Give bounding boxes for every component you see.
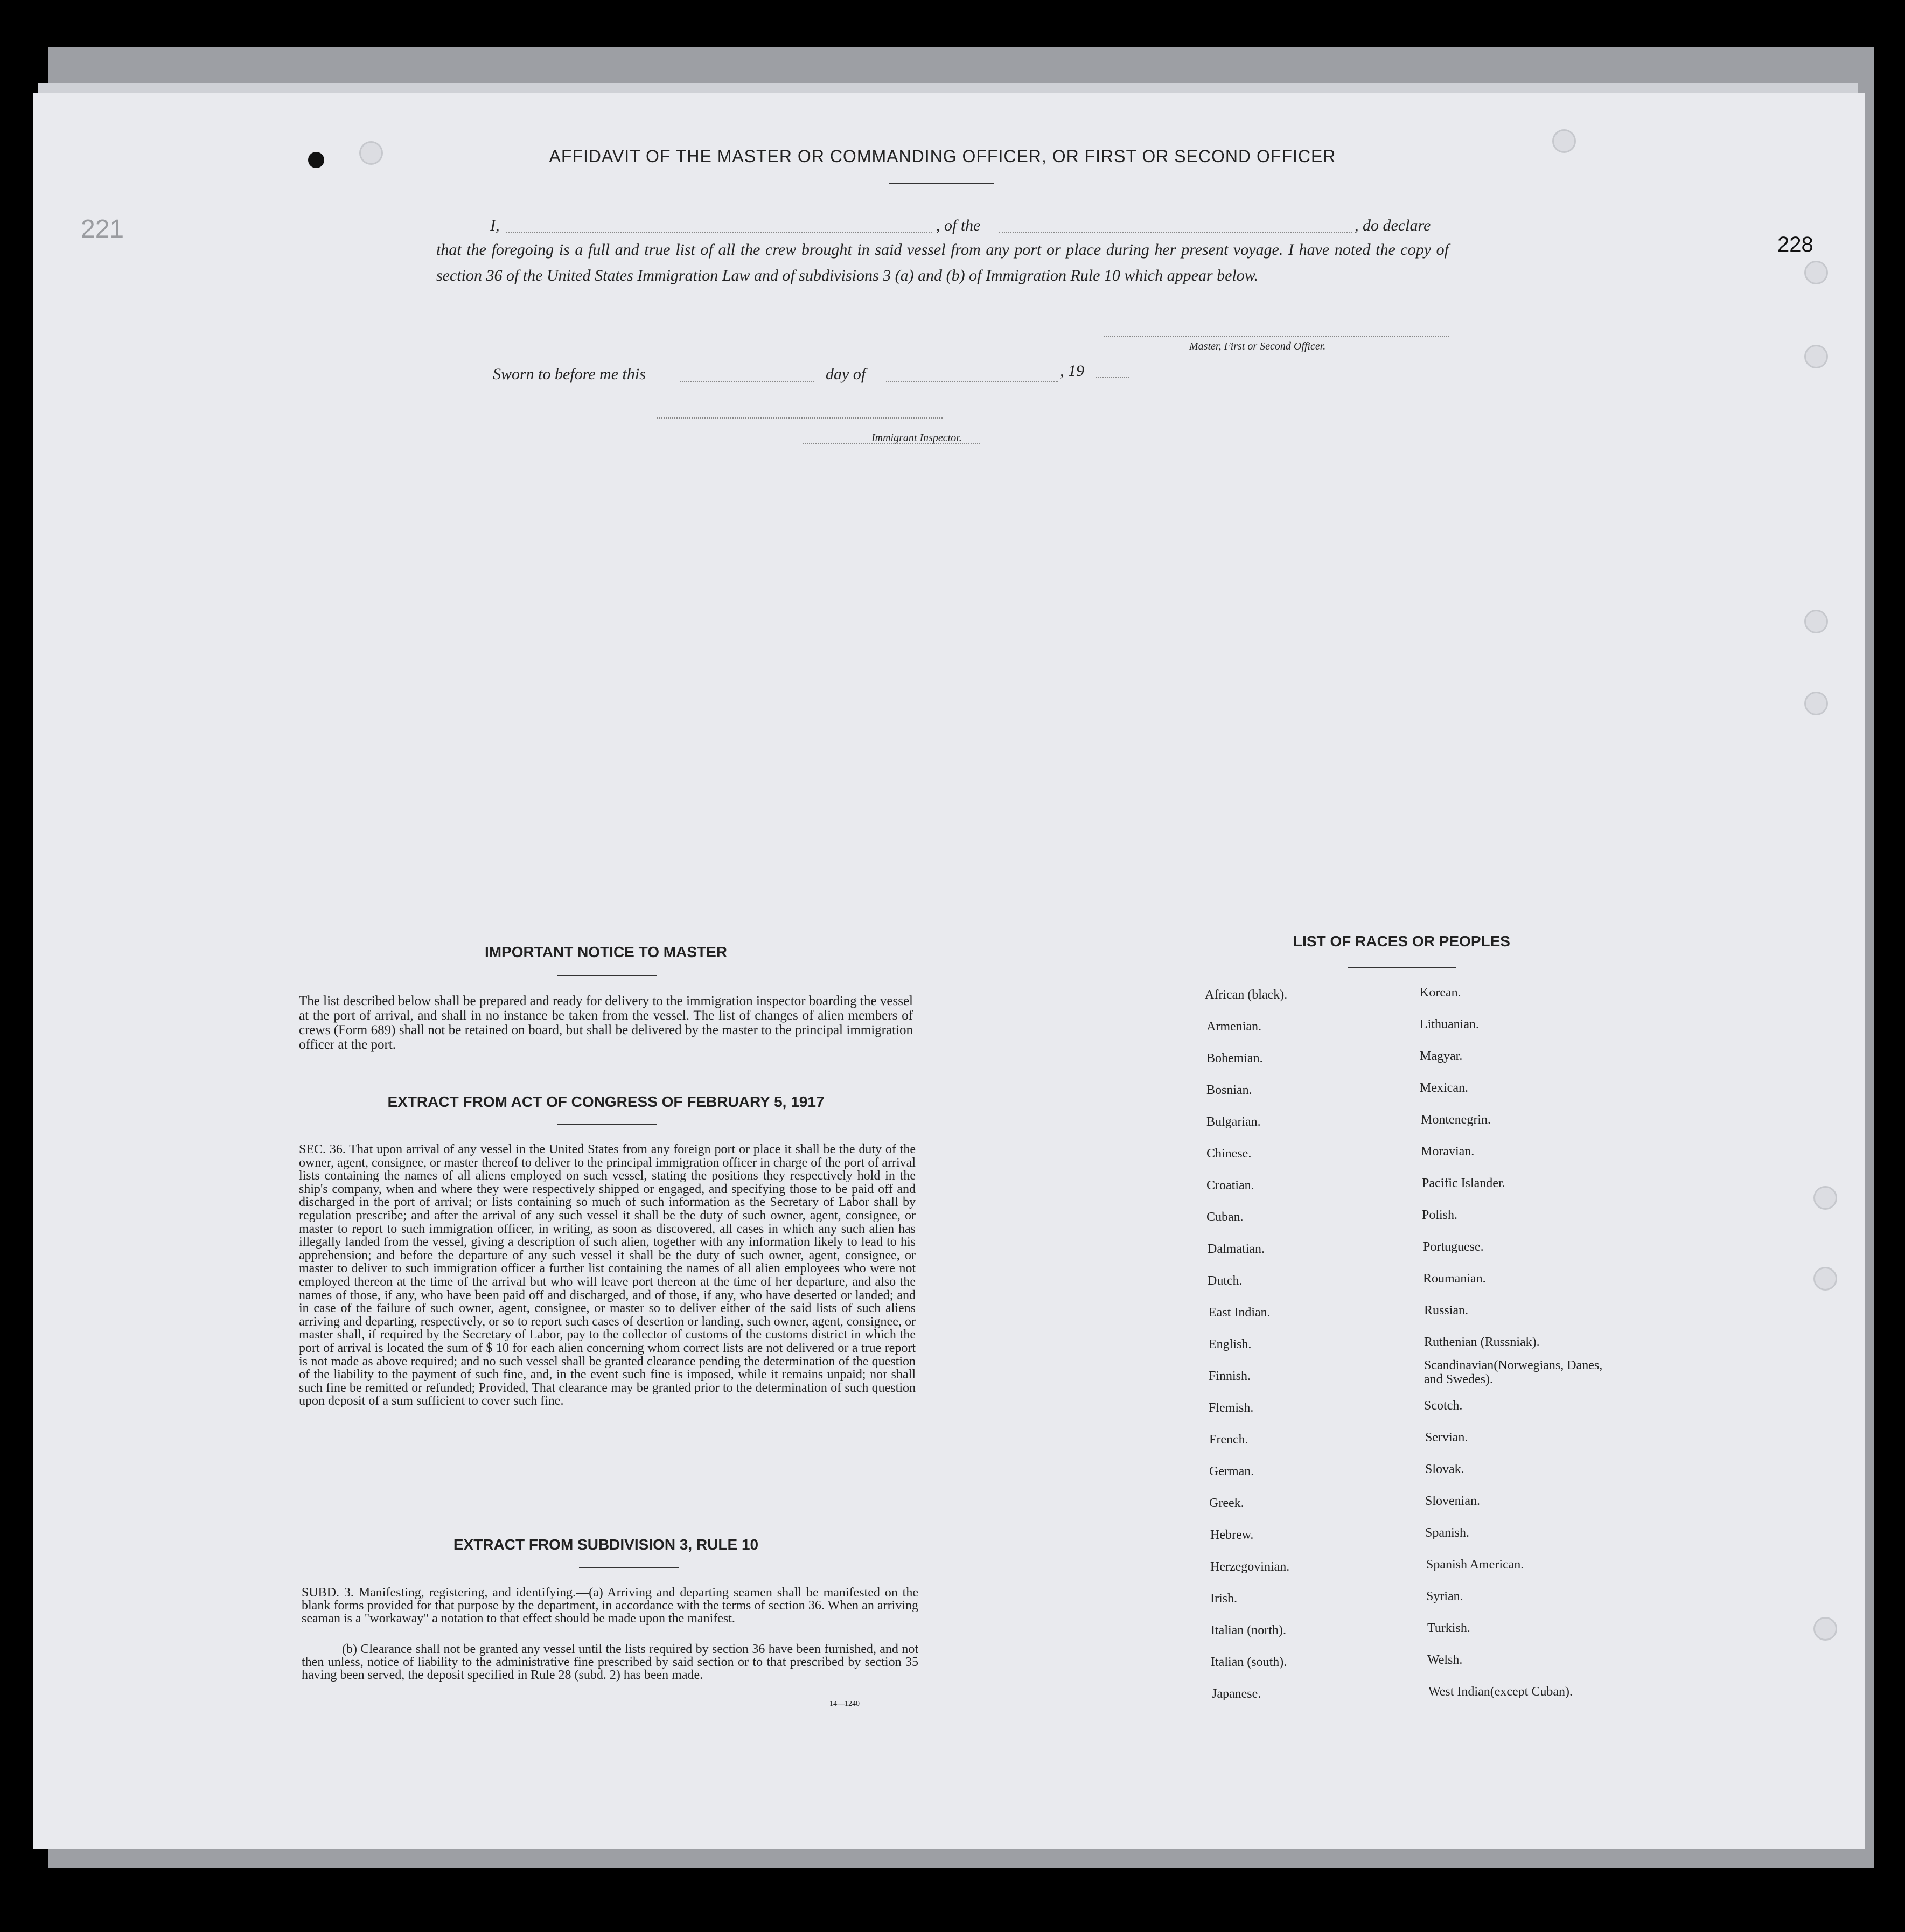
races-title: LIST OF RACES OR PEOPLES [1293, 933, 1510, 950]
race-item: Ruthenian (Russniak). [1424, 1335, 1540, 1349]
day-of-label: day of [826, 365, 866, 383]
punch-hole [1804, 610, 1828, 633]
punch-hole [1804, 261, 1828, 284]
notice-rule [557, 975, 657, 976]
rule-title: EXTRACT FROM SUBDIVISION 3, RULE 10 [453, 1536, 759, 1553]
punch-hole [1813, 1186, 1837, 1210]
race-item: Bosnian. [1206, 1083, 1252, 1097]
race-item: Greek. [1209, 1496, 1244, 1510]
rule-body-a: SUBD. 3. Manifesting, registering, and identifying.—(a) Arriving and departing seamen shall be manifested on the blank forms provided for that purpose by the department, in accordance with the terms of section 36. When an arriving seaman is a "workaway" a notation to that effect should be made upon the manifest. [302, 1586, 918, 1626]
inspector-signature-line [657, 417, 943, 419]
race-item: Pacific Islander. [1422, 1176, 1505, 1190]
race-item: Servian. [1425, 1431, 1468, 1445]
act-title: EXTRACT FROM ACT OF CONGRESS OF FEBRUARY 5, 1917 [387, 1093, 825, 1110]
race-item: English. [1209, 1337, 1252, 1351]
signature-line [1104, 336, 1449, 337]
page-number: 228 [1777, 233, 1813, 256]
punch-hole [1804, 345, 1828, 368]
declarant-name-line [506, 232, 932, 233]
sworn-month-line [886, 381, 1058, 382]
race-item: African (black). [1205, 988, 1288, 1002]
declare-label: , do declare [1355, 217, 1431, 234]
race-item: Bulgarian. [1206, 1115, 1261, 1129]
race-item: Russian. [1424, 1303, 1469, 1317]
race-item: Turkish. [1427, 1621, 1470, 1635]
race-item: Dutch. [1208, 1274, 1243, 1288]
sworn-day-line [680, 381, 814, 382]
title-rule [889, 183, 994, 184]
act-rule [557, 1124, 657, 1125]
vessel-name-line [999, 232, 1352, 233]
punch-hole [1552, 129, 1576, 153]
punch-hole [359, 141, 383, 165]
race-item: Herzegovinian. [1210, 1560, 1290, 1574]
punch-hole-dark [308, 152, 324, 168]
race-item: Korean. [1420, 986, 1461, 1000]
sworn-year-label: , 19 [1060, 362, 1084, 380]
race-item: Japanese. [1212, 1687, 1261, 1701]
race-item: East Indian. [1209, 1306, 1271, 1320]
affidavit-body: that the foregoing is a full and true list of all the crew brought in said vessel from any port or place during her present voyage. I have noted the copy of section 36 of the United States Immigration Law and of subdivisions 3 (a) and (b) of Immigration Rule 10 which appear below. [436, 241, 1449, 284]
race-item: Polish. [1422, 1208, 1458, 1222]
race-item: Cuban. [1206, 1210, 1244, 1224]
race-item: German. [1209, 1464, 1254, 1478]
race-item: Slovak. [1425, 1462, 1464, 1476]
race-item: Flemish. [1209, 1401, 1254, 1415]
race-item: Hebrew. [1210, 1528, 1254, 1542]
race-item: Spanish American. [1426, 1558, 1524, 1572]
rule-body-b: (b) Clearance shall not be granted any vessel until the lists required by section 36 have been furnished, and not then unless, notice of liability to the administrative fine prescribed by said section or to that prescribed by section 35 having been served, the deposit specified in Rule 28 (subd. 2) has been made. [302, 1642, 918, 1682]
form-number: 14—1240 [829, 1700, 860, 1708]
race-item: Moravian. [1421, 1145, 1475, 1159]
notice-title: IMPORTANT NOTICE TO MASTER [484, 944, 728, 960]
race-item: Syrian. [1426, 1589, 1463, 1603]
declarant-prefix: I, [490, 217, 500, 234]
inspector-caption: Immigrant Inspector. [871, 432, 962, 444]
race-item: Croatian. [1206, 1178, 1254, 1192]
signature-caption: Master, First or Second Officer. [1189, 340, 1326, 352]
race-item: Spanish. [1425, 1526, 1470, 1540]
race-item: Scandinavian(Norwegians, Danes, and Swedes). [1424, 1358, 1603, 1386]
race-item: Armenian. [1206, 1020, 1261, 1034]
races-rule [1348, 967, 1456, 968]
affidavit-title: AFFIDAVIT OF THE MASTER OR COMMANDING OFFICER, OR FIRST OR SECOND OFFICER [549, 147, 1336, 166]
punch-hole [1813, 1617, 1837, 1641]
race-item: Roumanian. [1423, 1272, 1486, 1286]
race-item: Portuguese. [1423, 1240, 1484, 1254]
race-item: Montenegrin. [1421, 1113, 1491, 1127]
race-item: French. [1209, 1433, 1248, 1447]
punch-hole [1813, 1267, 1837, 1291]
form-page [33, 93, 1865, 1849]
sworn-prefix: Sworn to before me this [493, 365, 646, 383]
of-the-label: , of the [936, 217, 981, 234]
race-item: Irish. [1210, 1592, 1237, 1606]
race-item: Mexican. [1420, 1081, 1468, 1095]
rule-rule [579, 1567, 679, 1568]
sworn-year-line [1096, 377, 1129, 378]
punch-hole [1804, 692, 1828, 715]
race-item: Italian (north). [1211, 1623, 1286, 1637]
race-item: Italian (south). [1211, 1655, 1287, 1669]
race-item: Lithuanian. [1420, 1017, 1479, 1031]
notice-body: The list described below shall be prepared and ready for delivery to the immigration inspector boarding the vessel at the port of arrival, and shall in no instance be taken from the vessel. The list of changes of alien members of crews (Form 689) shall not be retained on board, but shall be delivered by the master to the principal immigration officer at the port. [299, 994, 913, 1052]
race-item: Scotch. [1424, 1399, 1463, 1413]
race-item: Welsh. [1427, 1653, 1463, 1667]
margin-number: 221 [81, 215, 124, 243]
race-item: Magyar. [1420, 1049, 1463, 1063]
race-item: West Indian(except Cuban). [1428, 1685, 1573, 1699]
race-item: Chinese. [1206, 1147, 1252, 1161]
act-body: SEC. 36. That upon arrival of any vessel in the United States from any foreign port or place it shall be the duty of the owner, agent, consignee, or master thereof to deliver to the principal immigration officer in charge of the port of arrival lists containing the names of all aliens employed on such vessel, stating the positions they respectively hold in the ship's company, when and where they were respectively shipped or engaged, and specifying those to be paid off and discharged in the port of arrival; or lists containing so much of such information as the Secretary of Labor shall by regulation prescribe; and after the arrival of any such vessel it shall be the duty of such owner, agent, consignee, or master to report to such immigration officer, in writing, as soon as discovered, all cases in which any such alien has illegally landed from the vessel, giving a description of such alien, together with any information likely to lead to his apprehension; and before the departure of any such vessel it shall be the duty of such owner, agent, consignee, or master to deliver to such immigration officer a further list containing the names of all alien employees who were not employed thereon at the time of the arrival but who will leave port thereon at the time of her departure, and also the names of those, if any, who have been paid off and discharged, and of those, if any, who have deserted or landed; and in case of the failure of such owner, agent, consignee, or master so to deliver either of the said lists of such aliens arriving and departing, respectively, or so to report such cases of desertion or landing, such owner, agent, consignee, or master shall, if required by the Secretary of Labor, pay to the collector of customs of the customs district in which the port of arrival is located the sum of $ 10 for each alien concerning whom correct lists are not delivered or a true report is not made as above required; and no such vessel shall be granted clearance pending the determination of the question of the liability to the payment of such fine, and, in the event such fine is imposed, while it remains unpaid; nor shall such fine be remitted or refunded; Provided, That clearance may be granted prior to the determination of such question upon deposit of a sum sufficient to cover such fine. [299, 1142, 916, 1408]
race-item: Finnish. [1209, 1369, 1251, 1383]
race-item: Slovenian. [1425, 1494, 1480, 1508]
race-item: Dalmatian. [1208, 1242, 1265, 1256]
race-item: Bohemian. [1206, 1051, 1263, 1065]
